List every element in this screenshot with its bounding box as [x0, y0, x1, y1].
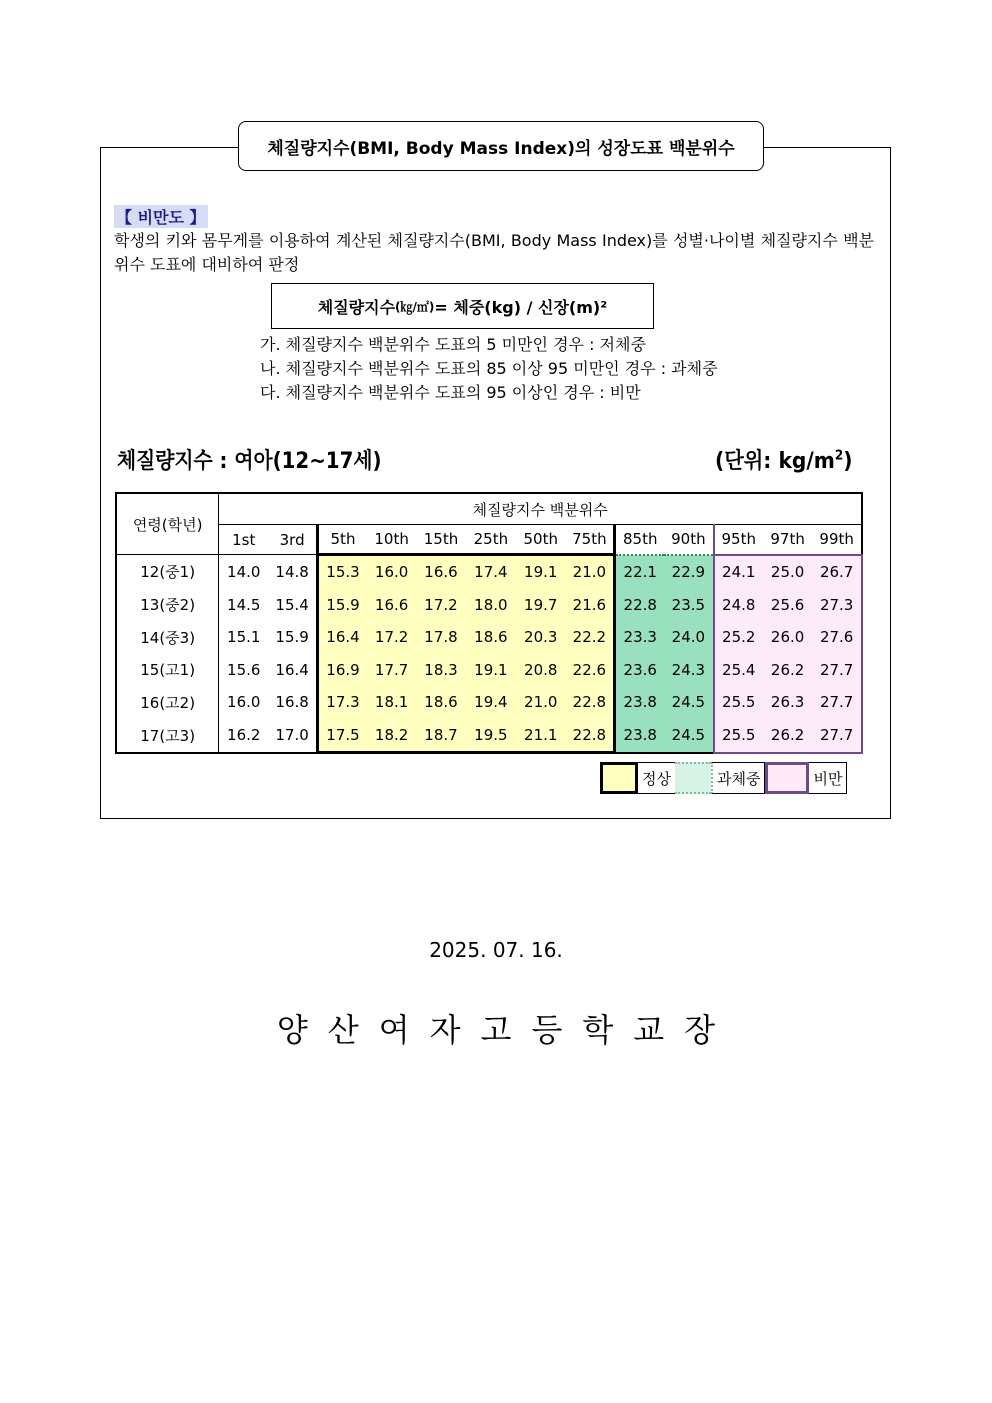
bmi-value-cell: 17.4 — [466, 555, 516, 589]
bmi-value-cell: 23.8 — [615, 719, 664, 753]
document-date: 2025. 07. 16. — [429, 938, 563, 962]
legend-swatch-overweight — [675, 762, 711, 794]
bmi-value-cell: 14.5 — [227, 595, 261, 614]
bmi-value-cell: 16.0 — [367, 555, 416, 589]
bmi-value-cell: 21.0 — [516, 686, 565, 719]
bmi-value-cell: 16.6 — [367, 589, 416, 622]
chart-title: 체질량지수 : 여아(12~17세) — [117, 449, 382, 474]
bmi-value-cell: 26.0 — [763, 621, 812, 654]
legend — [600, 762, 847, 794]
bmi-value-cell: 24.5 — [664, 719, 713, 753]
bmi-value-cell: 26.2 — [763, 654, 812, 687]
age-cell: 13(중2) — [116, 589, 219, 622]
bmi-value-cell: 24.8 — [714, 589, 763, 622]
age-cell: 16(고2) — [116, 686, 219, 719]
bmi-value-cell: 25.5 — [714, 686, 763, 719]
bmi-value-cell: 16.9 — [318, 654, 367, 687]
percentile-col-header: 99th — [812, 525, 862, 555]
percentile-col-header: 15th — [416, 525, 465, 555]
bmi-value-cell: 18.3 — [416, 654, 465, 687]
bmi-value-cell: 21.6 — [565, 589, 614, 622]
legend-swatch-normal — [600, 762, 638, 794]
bmi-value-cell: 22.6 — [565, 654, 614, 687]
legend-label-obese: 비만 — [809, 762, 847, 794]
percentile-col-header: 97th — [763, 525, 812, 555]
bmi-value-cell: 15.3 — [318, 555, 367, 589]
bmi-value-cell: 17.3 — [318, 686, 367, 719]
bmi-value-cell: 26.7 — [812, 555, 862, 589]
bmi-value-cell: 18.0 — [466, 589, 516, 622]
bmi-value-cell: 18.6 — [466, 621, 516, 654]
percentile-col-header: 90th — [664, 525, 713, 555]
percentile-col-header: 5th — [318, 525, 367, 555]
bmi-value-cell: 24.0 — [664, 621, 713, 654]
bmi-value-cell: 15.9 — [318, 589, 367, 622]
age-cell: 15(고1) — [116, 654, 219, 687]
bmi-value-cell: 24.1 — [714, 555, 763, 589]
table-row — [116, 621, 862, 654]
percentile-col-header: 50th — [516, 525, 565, 555]
age-header: 연령(학년) — [116, 493, 219, 555]
bmi-value-cell: 25.2 — [714, 621, 763, 654]
rule-item: 나. 체질량지수 백분위수 도표의 85 이상 95 미만인 경우 : 과체중 — [260, 359, 718, 378]
bmi-value-cell: 15.9 — [275, 628, 309, 647]
bmi-value-cell: 16.4 — [318, 621, 367, 654]
age-cell: 17(고3) — [116, 719, 219, 753]
bmi-value-cell: 22.8 — [565, 686, 614, 719]
bmi-value-cell: 14.0 — [227, 562, 261, 581]
bmi-value-cell: 17.8 — [416, 621, 465, 654]
bmi-value-cell: 22.8 — [615, 589, 664, 622]
bmi-value-cell: 27.7 — [812, 686, 862, 719]
bmi-value-cell: 23.3 — [615, 621, 664, 654]
bmi-value-cell: 20.3 — [516, 621, 565, 654]
bmi-value-cell: 26.3 — [763, 686, 812, 719]
bmi-value-cell: 17.7 — [367, 654, 416, 687]
description: 학생의 키와 몸무게를 이용하여 계산된 체질량지수(BMI, Body Mass Index)를 성별·나이별 체질량지수 백분위수 도표에 대비하여 판정 — [114, 231, 874, 274]
bmi-value-cell: 15.6 — [227, 660, 261, 679]
bmi-value-cell: 22.1 — [615, 555, 664, 589]
bmi-value-cell: 18.2 — [367, 719, 416, 753]
bmi-value-cell: 14.8 — [275, 562, 309, 581]
bmi-value-cell: 21.1 — [516, 719, 565, 753]
formula-rhs: = 체중(kg) / 신장(m)² — [434, 297, 608, 317]
bmi-value-cell: 19.7 — [516, 589, 565, 622]
percentile-col-header: 1st — [219, 525, 268, 555]
bmi-value-cell: 15.1 — [227, 628, 261, 647]
percentile-header: 체질량지수 백분위수 — [219, 493, 862, 525]
bmi-value-cell: 16.0 — [227, 693, 261, 712]
bmi-value-cell: 27.7 — [812, 719, 862, 753]
bmi-value-cell: 19.5 — [466, 719, 516, 753]
bmi-value-cell: 16.4 — [275, 660, 309, 679]
bmi-value-cell: 23.8 — [615, 686, 664, 719]
bmi-value-cell: 22.8 — [565, 719, 614, 753]
percentile-col-header: 85th — [615, 525, 664, 555]
bmi-value-cell: 25.5 — [714, 719, 763, 753]
bmi-value-cell: 27.3 — [812, 589, 862, 622]
bmi-value-cell: 18.7 — [416, 719, 465, 753]
bmi-value-cell: 25.4 — [714, 654, 763, 687]
bmi-value-cell: 19.4 — [466, 686, 516, 719]
document-title: 체질량지수(BMI, Body Mass Index)의 성장도표 백분위수 — [238, 121, 764, 171]
table-row — [116, 654, 862, 687]
bmi-value-cell: 18.6 — [416, 686, 465, 719]
legend-label-normal: 정상 — [638, 762, 675, 794]
percentile-col-header: 95th — [714, 525, 763, 555]
bmi-value-cell: 25.0 — [763, 555, 812, 589]
bmi-value-cell: 27.6 — [812, 621, 862, 654]
bmi-value-cell: 18.1 — [367, 686, 416, 719]
percentile-col-header: 25th — [466, 525, 516, 555]
percentile-col-header: 75th — [565, 525, 614, 555]
age-cell: 14(중3) — [116, 621, 219, 654]
school-name: 양산여자고등학교장 — [276, 1011, 736, 1049]
bmi-value-cell: 27.7 — [812, 654, 862, 687]
bmi-value-cell: 19.1 — [466, 654, 516, 687]
legend-swatch-obese — [765, 762, 809, 794]
bmi-value-cell: 22.9 — [664, 555, 713, 589]
bmi-value-cell: 15.4 — [275, 595, 309, 614]
section-tag: 【 비만도 】 — [114, 205, 208, 228]
bmi-value-cell: 23.6 — [615, 654, 664, 687]
table-row — [116, 589, 862, 622]
bmi-formula — [271, 283, 654, 329]
rule-item: 가. 체질량지수 백분위수 도표의 5 미만인 경우 : 저체중 — [260, 335, 646, 354]
bmi-value-cell: 17.2 — [416, 589, 465, 622]
chart-unit: (단위: $kg/m^2$) — [714, 448, 852, 474]
bmi-percentile-table — [115, 492, 863, 754]
bmi-value-cell: 17.0 — [275, 726, 309, 744]
judgement-rules — [260, 333, 718, 405]
bmi-value-cell: 16.8 — [275, 693, 309, 712]
percentile-col-header: 3rd — [268, 525, 317, 555]
bmi-value-cell: 16.6 — [416, 555, 465, 589]
formula-unit: (㎏/㎡) — [395, 299, 435, 314]
bmi-value-cell: 25.6 — [763, 589, 812, 622]
rule-item: 다. 체질량지수 백분위수 도표의 95 이상인 경우 : 비만 — [260, 383, 641, 402]
age-cell: 12(중1) — [116, 555, 219, 589]
formula-lhs: 체질량지수 — [317, 297, 396, 317]
table-row — [116, 686, 862, 719]
bmi-value-cell: 17.5 — [318, 719, 367, 753]
bmi-value-cell: 24.3 — [664, 654, 713, 687]
bmi-value-cell: 23.5 — [664, 589, 713, 622]
bmi-value-cell: 17.2 — [367, 621, 416, 654]
table-row — [116, 555, 862, 589]
bmi-value-cell: 20.8 — [516, 654, 565, 687]
table-row — [116, 719, 862, 753]
bmi-value-cell: 21.0 — [565, 555, 614, 589]
bmi-value-cell: 24.5 — [664, 686, 713, 719]
bmi-value-cell: 19.1 — [516, 555, 565, 589]
bmi-value-cell: 16.2 — [227, 726, 261, 744]
legend-label-overweight: 과체중 — [711, 762, 765, 794]
bmi-value-cell: 26.2 — [763, 719, 812, 753]
percentile-col-header: 10th — [367, 525, 416, 555]
bmi-value-cell: 22.2 — [565, 621, 614, 654]
